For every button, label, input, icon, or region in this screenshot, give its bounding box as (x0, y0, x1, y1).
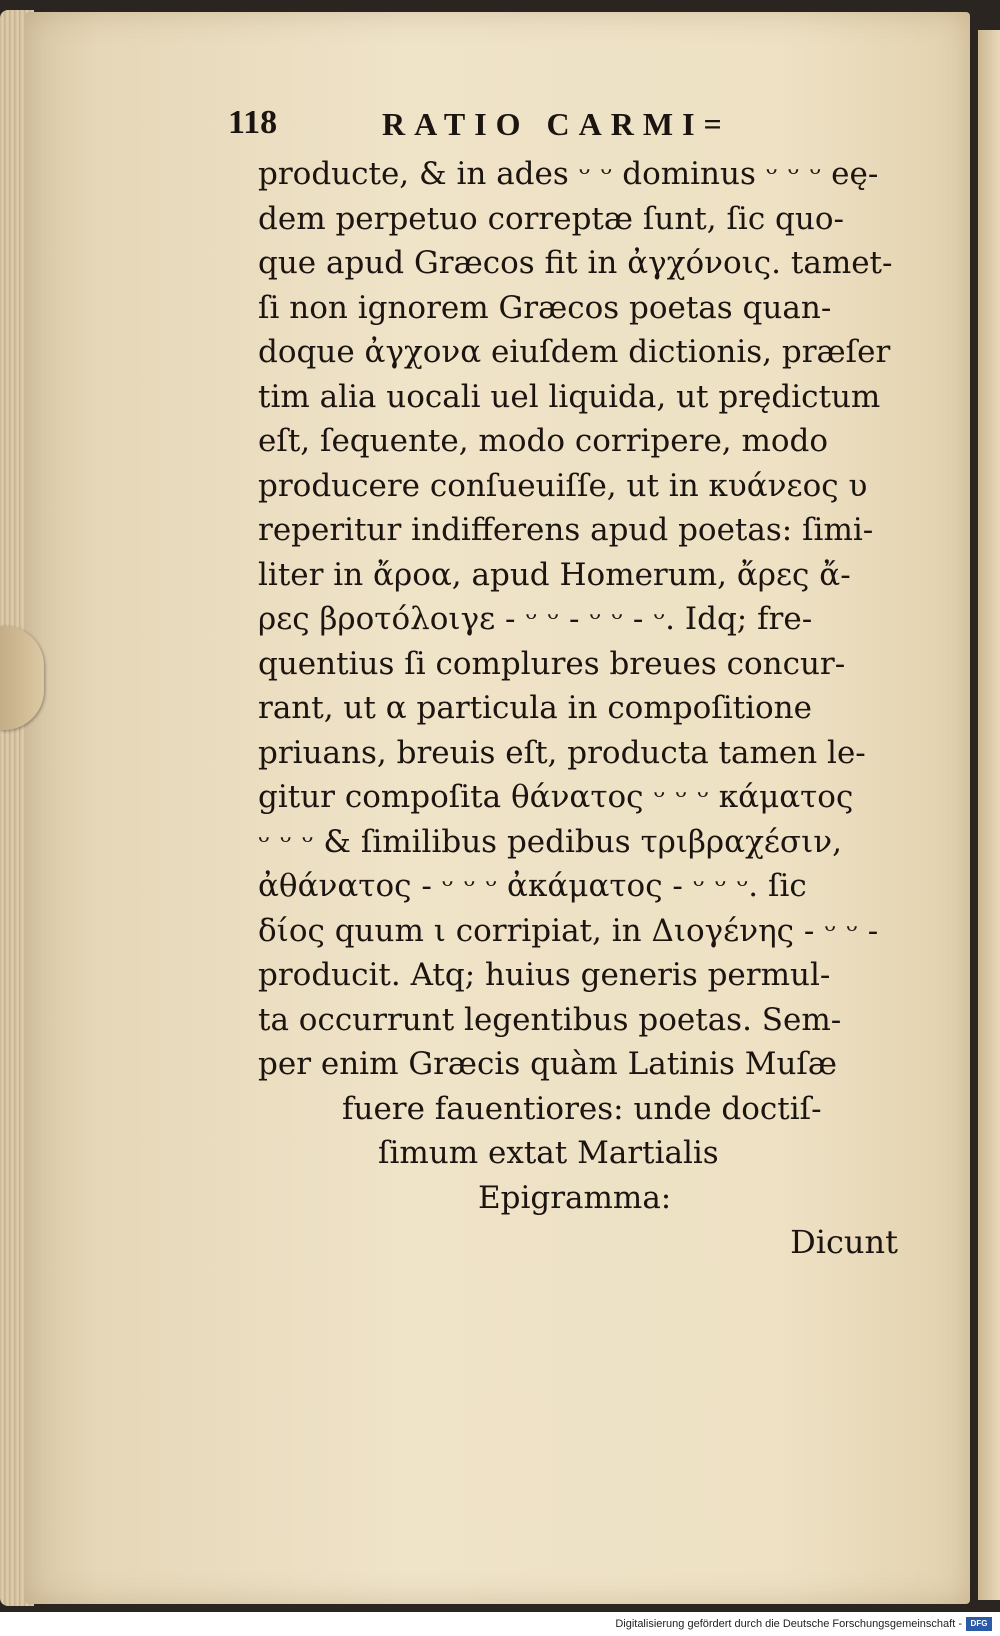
text-line: producte, & in ades ᵕ ᵕ dominus ᵕ ᵕ ᵕ eę- (258, 156, 879, 192)
text-line: ᵕ ᵕ ᵕ & ſimilibus pedibus τριβραχέσιν, (258, 823, 842, 860)
text-line: ρες βροτόλοιγε - ᵕ ᵕ - ᵕ ᵕ - ᵕ. Idq; fre- (258, 601, 813, 637)
facing-page-edge (978, 30, 1000, 1600)
footer-credit: Digitalisierung gefördert durch die Deutsche Forschungsgemeinschaft - (615, 1618, 962, 1630)
closing-line: fuere fauentiores: unde doctiſ- (342, 1090, 822, 1127)
text-line: tim alia uocali uel liquida, ut prędictum (258, 378, 881, 415)
text-line: eſt, ſequente, modo corripere, modo (258, 423, 829, 459)
text-line: rant, ut α particula in compoſitione (258, 690, 812, 726)
text-line: gitur compoſita θάνατος ᵕ ᵕ ᵕ κάματος (258, 779, 854, 815)
text-line: priuans, breuis eſt, producta tamen le- (258, 734, 866, 771)
digitization-footer (0, 1612, 1000, 1636)
page-header (228, 96, 898, 152)
text-line: doque ἀγχονα eiuſdem dictionis, præſer (258, 334, 891, 370)
text-line: ἀθάνατος - ᵕ ᵕ ᵕ ἀκάματος - ᵕ ᵕ ᵕ. ſic (258, 868, 807, 904)
text-line: ſi non ignorem Græcos poetas quan- (258, 289, 832, 326)
text-line: ta occurrunt legentibus poetas. Sem- (258, 1001, 842, 1038)
text-line: producit. Atq; huius generis permul- (258, 957, 831, 993)
closing-line: ſimum extat Martialis (378, 1135, 719, 1171)
text-line: δίος quum ι corripiat, in Διογένης - ᵕ ᵕ - (258, 912, 879, 949)
text-line: reperitur indifferens apud poetas: ſimi- (258, 512, 874, 548)
dfg-logo-icon: DFG (966, 1617, 992, 1631)
running-head: RATIO CARMI= (382, 106, 731, 142)
catchword: Dicunt (790, 1223, 898, 1261)
text-line: producere conſueuiſſe, ut in κυάνεος υ (258, 467, 868, 504)
closing-line: Epigramma: (478, 1179, 672, 1216)
page-text-block (228, 96, 898, 1265)
page-number: 118 (228, 104, 278, 141)
text-line: quentius ſi complures breues concur- (258, 645, 846, 682)
text-line: dem perpetuo correptæ ſunt, ſic quo- (258, 200, 845, 237)
text-line: liter in ἄροα, apud Homerum, ἄρες ἄ- (258, 556, 851, 593)
text-line: per enim Græcis quàm Latinis Muſæ (258, 1046, 838, 1082)
text-line: que apud Græcos fit in ἀγχόνοις. tamet- (258, 245, 893, 281)
